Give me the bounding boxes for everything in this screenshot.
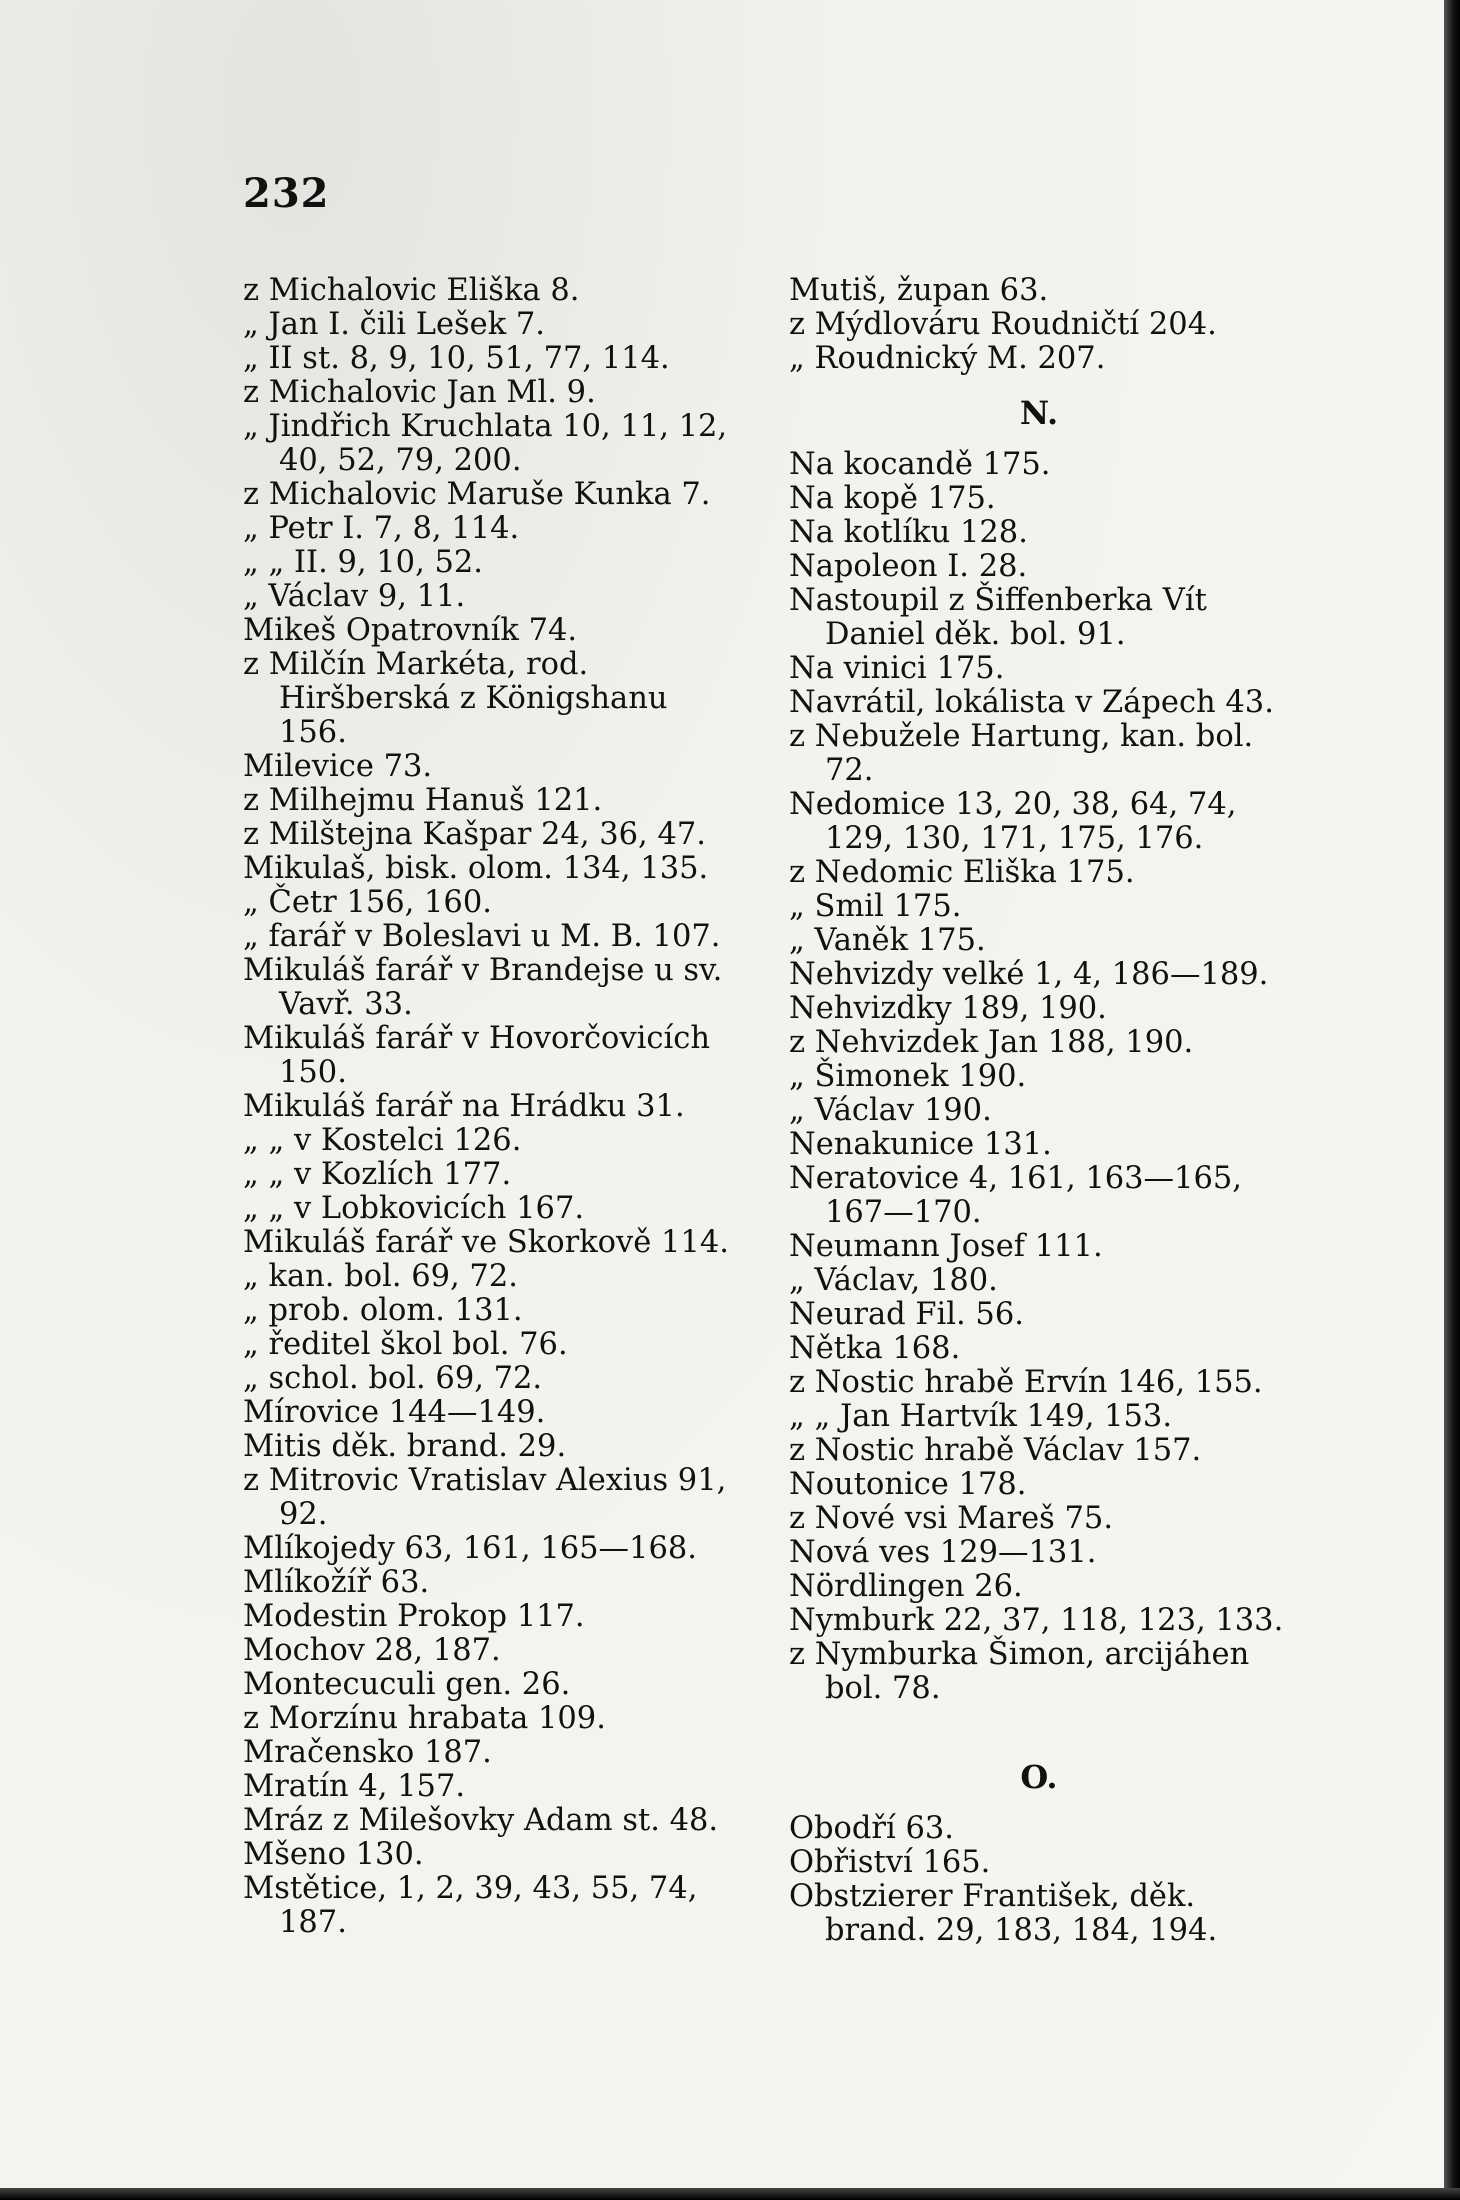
index-entry: Na kotlíku 128. bbox=[789, 515, 1028, 550]
index-entry: Milevice 73. bbox=[243, 749, 433, 784]
index-entry: Neumann Josef 111. bbox=[789, 1229, 1103, 1264]
index-entry: Mikuláš farář v Hovorčovicích 150. bbox=[243, 1021, 710, 1090]
index-entry: Nymburk 22, 37, 118, 123, 133. bbox=[789, 1603, 1284, 1638]
index-entry: „ Smil 175. bbox=[789, 889, 962, 924]
index-entry: „ Četr 156, 160. bbox=[243, 885, 492, 920]
page-number: 232 bbox=[243, 170, 330, 217]
index-entry: Mračensko 187. bbox=[243, 1735, 492, 1770]
index-entry: Mlíkožíř 63. bbox=[243, 1565, 430, 1600]
index-entry: Mikulaš, bisk. olom. 134, 135. bbox=[243, 851, 709, 886]
index-entry: Mikuláš farář v Brandejse u sv. Vavř. 33. bbox=[243, 953, 723, 1022]
index-entry: Mratín 4, 157. bbox=[243, 1769, 466, 1804]
index-entry: Nehvizdy velké 1, 4, 186—189. bbox=[789, 957, 1269, 992]
index-entry: „ Václav 9, 11. bbox=[243, 579, 466, 614]
index-entry: z Milštejna Kašpar 24, 36, 47. bbox=[243, 817, 706, 852]
index-entry: Mstětice, 1, 2, 39, 43, 55, 74, 187. bbox=[243, 1871, 698, 1940]
index-entry: Nördlingen 26. bbox=[789, 1569, 1023, 1604]
index-entry: z Michalovic Eliška 8. bbox=[243, 273, 580, 308]
index-entry: „ „ v Lobkovicích 167. bbox=[243, 1191, 585, 1226]
index-entry: Neurad Fil. 56. bbox=[789, 1297, 1024, 1332]
index-entry: Na kocandě 175. bbox=[789, 447, 1051, 482]
index-entry: Nehvizdky 189, 190. bbox=[789, 991, 1107, 1026]
index-entry: Mochov 28, 187. bbox=[243, 1633, 501, 1668]
index-entry: Nenakunice 131. bbox=[789, 1127, 1052, 1162]
index-entry: „ Vaněk 175. bbox=[789, 923, 986, 958]
index-entry: „ Jindřich Kruchlata 10, 11, 12, 40, 52, 79, 200. bbox=[243, 409, 728, 478]
index-entry: Nedomice 13, 20, 38, 64, 74, 129, 130, 171, 175, 176. bbox=[789, 787, 1237, 856]
index-entry: „ II st. 8, 9, 10, 51, 77, 114. bbox=[243, 341, 670, 376]
index-entry: z Morzínu hrabata 109. bbox=[243, 1701, 606, 1736]
index-entry: z Nostic hrabě Ervín 146, 155. bbox=[789, 1365, 1263, 1400]
index-entry: z Michalovic Maruše Kunka 7. bbox=[243, 477, 711, 512]
index-entry: Obstzierer František, děk. brand. 29, 183, 184, 194. bbox=[789, 1879, 1218, 1948]
index-entry: „ Petr I. 7, 8, 114. bbox=[243, 511, 520, 546]
index-entry: „ prob. olom. 131. bbox=[243, 1293, 523, 1328]
index-entry: Montecuculi gen. 26. bbox=[243, 1667, 571, 1702]
index-entry: Mšeno 130. bbox=[243, 1837, 424, 1872]
section-heading-o: O. bbox=[1020, 1758, 1058, 1796]
index-entry: Mikuláš farář ve Skorkově 114. bbox=[243, 1225, 729, 1260]
index-entry: Nastoupil z Šiffenberka Vít Daniel děk. bol. 91. bbox=[789, 583, 1207, 652]
index-entry: Mikeš Opatrovník 74. bbox=[243, 613, 578, 648]
index-entry: „ farář v Boleslavi u M. B. 107. bbox=[243, 919, 721, 954]
index-entry: z Mitrovic Vratislav Alexius 91, 92. bbox=[243, 1463, 727, 1532]
index-entry: „ Jan I. čili Lešek 7. bbox=[243, 307, 546, 342]
index-entry: „ Roudnický M. 207. bbox=[789, 341, 1106, 376]
index-entry: z Nedomic Eliška 175. bbox=[789, 855, 1135, 890]
page-bottom-shadow bbox=[0, 2188, 1460, 2200]
index-entry: z Michalovic Jan Ml. 9. bbox=[243, 375, 596, 410]
index-entry: Nová ves 129—131. bbox=[789, 1535, 1097, 1570]
index-entry: Mírovice 144—149. bbox=[243, 1395, 546, 1430]
index-entry: z Nymburka Šimon, arcijáhen bol. 78. bbox=[789, 1637, 1250, 1706]
index-entry: „ Václav 190. bbox=[789, 1093, 992, 1128]
index-entry: Mitis děk. brand. 29. bbox=[243, 1429, 567, 1464]
index-entry: Na vinici 175. bbox=[789, 651, 1005, 686]
index-entry: z Nostic hrabě Václav 157. bbox=[789, 1433, 1202, 1468]
index-entry: z Nehvizdek Jan 188, 190. bbox=[789, 1025, 1194, 1060]
index-entry: „ „ II. 9, 10, 52. bbox=[243, 545, 483, 580]
index-entry: z Nebužele Hartung, kan. bol. 72. bbox=[789, 719, 1254, 788]
index-column-right bbox=[789, 274, 1289, 1948]
index-entry: Mráz z Milešovky Adam st. 48. bbox=[243, 1803, 719, 1838]
index-entry: Obodří 63. bbox=[789, 1811, 954, 1846]
index-entry: Mutiš, župan 63. bbox=[789, 273, 1049, 308]
index-entry: „ Šimonek 190. bbox=[789, 1059, 1027, 1094]
index-entry: Mikuláš farář na Hrádku 31. bbox=[243, 1089, 685, 1124]
index-entry: z Milčín Markéta, rod. Hiršberská z Königshanu 156. bbox=[243, 647, 668, 750]
index-entry: z Milhejmu Hanuš 121. bbox=[243, 783, 603, 818]
index-entry: Navrátil, lokálista v Zápech 43. bbox=[789, 685, 1274, 720]
index-entry: „ schol. bol. 69, 72. bbox=[243, 1361, 543, 1396]
index-column-left bbox=[243, 274, 743, 1940]
index-entry: „ Václav, 180. bbox=[789, 1263, 998, 1298]
index-entry: Na kopě 175. bbox=[789, 481, 996, 516]
index-entry: „ „ v Kozlích 177. bbox=[243, 1157, 512, 1192]
section-heading-n: N. bbox=[1019, 394, 1059, 432]
index-entry: Noutonice 178. bbox=[789, 1467, 1027, 1502]
index-entry: Obřiství 165. bbox=[789, 1845, 991, 1880]
index-entry: z Mýdlováru Roudničtí 204. bbox=[789, 307, 1217, 342]
index-entry: Modestin Prokop 117. bbox=[243, 1599, 585, 1634]
index-entry: z Nové vsi Mareš 75. bbox=[789, 1501, 1114, 1536]
index-entry: Mlíkojedy 63, 161, 165—168. bbox=[243, 1531, 697, 1566]
index-entry: Neratovice 4, 161, 163—165, 167—170. bbox=[789, 1161, 1242, 1230]
index-entry: „ kan. bol. 69, 72. bbox=[243, 1259, 518, 1294]
index-entry: „ „ v Kostelci 126. bbox=[243, 1123, 522, 1158]
index-entry: Napoleon I. 28. bbox=[789, 549, 1028, 584]
page-edge-shadow bbox=[1444, 0, 1460, 2200]
index-entry: „ „ Jan Hartvík 149, 153. bbox=[789, 1399, 1173, 1434]
index-entry: Nětka 168. bbox=[789, 1331, 961, 1366]
index-entry: „ ředitel škol bol. 76. bbox=[243, 1327, 568, 1362]
